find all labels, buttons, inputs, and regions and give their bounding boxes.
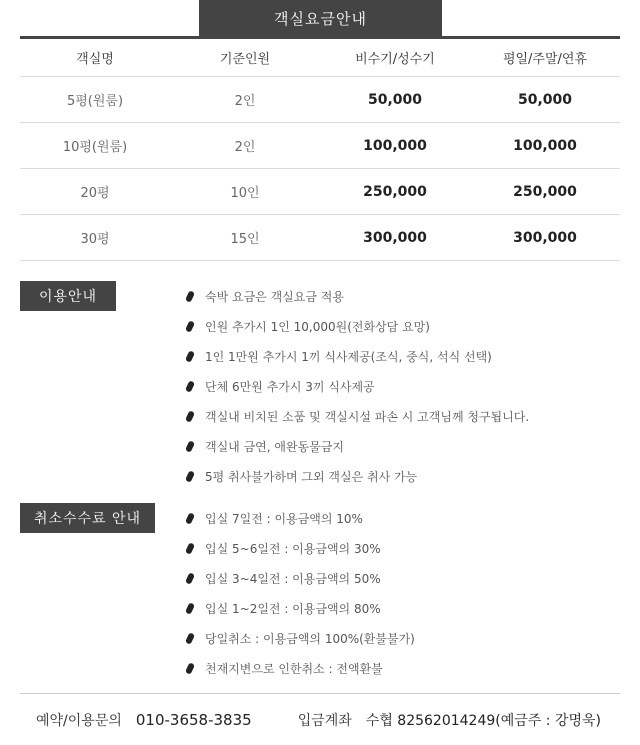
bank-account: 수협 82562014249(예금주 : 강명욱) [365,712,601,729]
season-price: 300,000 [320,215,470,261]
bullet-icon [185,542,195,555]
list-item-text: 숙박 요금은 객실요금 적용 [205,289,344,304]
phone-number[interactable]: 010-3658-3835 [135,710,252,729]
column-header-weekday-price: 평일/주말/연휴 [470,38,620,77]
bullet-icon [185,410,195,423]
contact-footer [20,693,620,745]
list-item [187,281,529,311]
list-item-text: 단체 6만원 추가시 3끼 식사제공 [205,379,375,394]
bullet-icon [185,290,195,303]
list-item [187,533,415,563]
room-name: 20평 [20,169,170,215]
bullet-icon [185,632,195,645]
list-item-text: 5평 취사불가하며 그외 객실은 취사 가능 [205,469,418,484]
list-item-text: 입실 1~2일전 : 이용금액의 80% [205,601,381,616]
bullet-icon [185,380,195,393]
list-item [187,563,415,593]
list-item-text: 입실 7일전 : 이용금액의 10% [205,511,363,526]
room-capacity: 15인 [170,215,320,261]
room-name: 30평 [20,215,170,261]
list-item [187,461,529,491]
list-item-text: 천재지변으로 인한취소 : 전액환불 [205,661,383,676]
weekday-price: 100,000 [470,123,620,169]
list-item-text: 입실 5~6일전 : 이용금액의 30% [205,541,381,556]
bullet-icon [185,440,195,453]
list-item-text: 객실내 금연, 애완동물금지 [205,439,344,454]
list-item-text: 입실 3~4일전 : 이용금액의 50% [205,571,381,586]
list-item-text: 1인 1만원 추가시 1끼 식사제공(조식, 중식, 석식 선택) [205,349,492,364]
room-capacity: 2인 [170,123,320,169]
usage-info-label: 이용안내 [20,281,116,311]
list-item [187,503,415,533]
column-header-room: 객실명 [20,38,170,77]
room-capacity: 10인 [170,169,320,215]
list-item [187,623,415,653]
table-row [20,77,620,123]
column-header-capacity: 기준인원 [170,38,320,77]
room-rate-table [20,36,620,261]
room-name: 5평(원룸) [20,77,170,123]
table-row [20,215,620,261]
list-item [187,341,529,371]
list-item [187,311,529,341]
table-row [20,123,620,169]
bullet-icon [185,320,195,333]
usage-info-list [187,281,529,491]
weekday-price: 50,000 [470,77,620,123]
table-header-row [20,38,620,77]
list-item-text: 인원 추가시 1인 10,000원(전화상담 요망) [205,319,430,334]
list-item [187,401,529,431]
bullet-icon [185,470,195,483]
inquiry-label: 예약/이용문의 [36,712,122,729]
list-item-text: 객실내 비치된 소품 및 객실시설 파손 시 고객님께 청구됩니다. [205,409,530,424]
weekday-price: 250,000 [470,169,620,215]
bullet-icon [185,512,195,525]
bullet-icon [185,602,195,615]
table-row [20,169,620,215]
deposit-label: 입금계좌 [297,712,352,729]
list-item [187,653,415,683]
cancel-fee-label: 취소수수료 안내 [20,503,155,533]
list-item-text: 당일취소 : 이용금액의 100%(환불불가) [205,631,415,646]
column-header-season-price: 비수기/성수기 [320,38,470,77]
page-title: 객실요금안내 [199,0,442,36]
bullet-icon [185,350,195,363]
season-price: 100,000 [320,123,470,169]
list-item [187,593,415,623]
bullet-icon [185,572,195,585]
list-item [187,431,529,461]
list-item [187,371,529,401]
weekday-price: 300,000 [470,215,620,261]
season-price: 50,000 [320,77,470,123]
room-capacity: 2인 [170,77,320,123]
cancel-fee-list [187,503,415,683]
bullet-icon [185,662,195,675]
season-price: 250,000 [320,169,470,215]
room-name: 10평(원룸) [20,123,170,169]
